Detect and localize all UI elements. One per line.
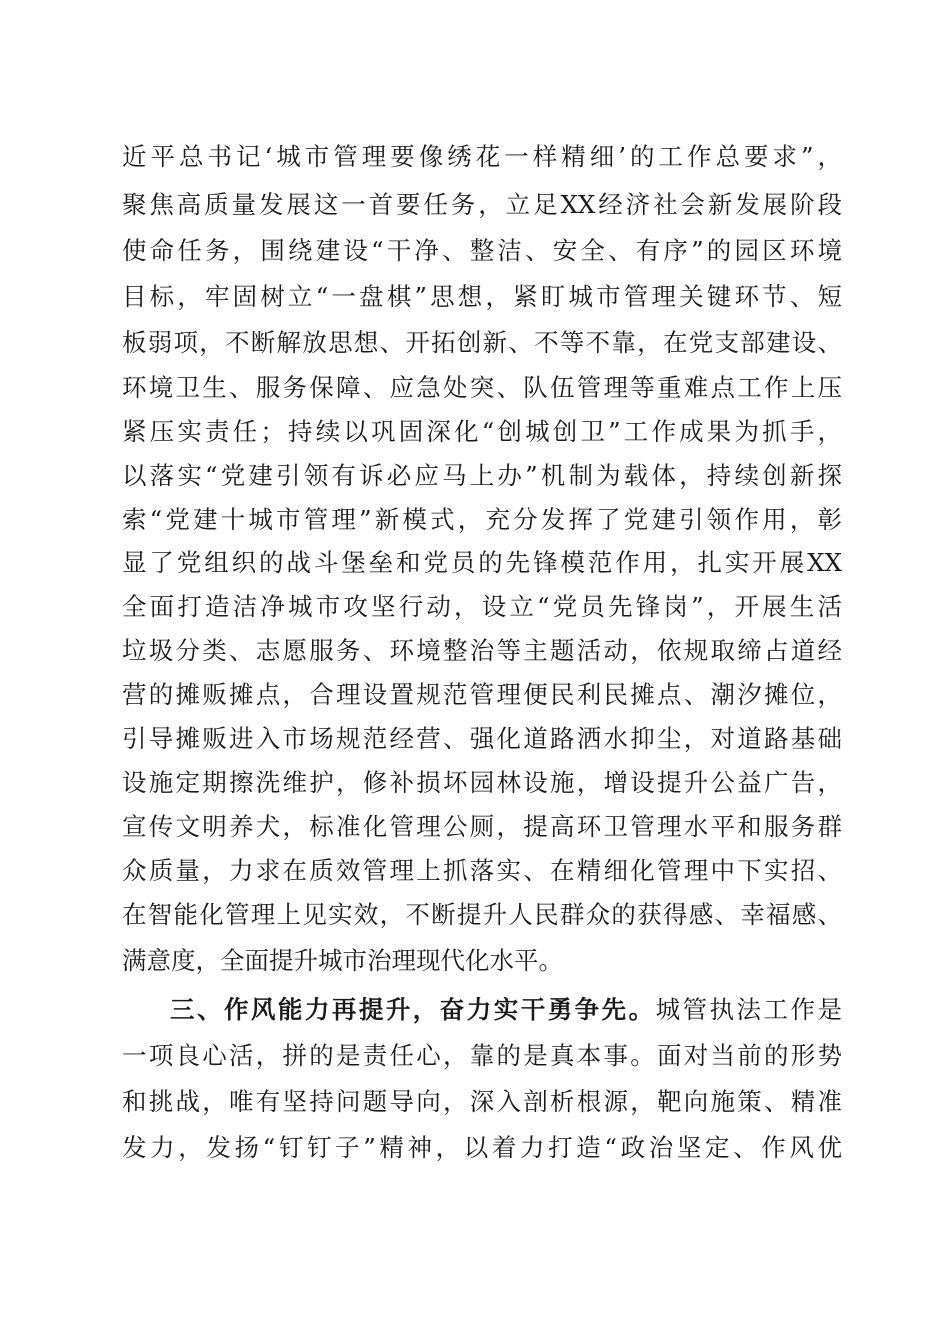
heading-line-rest: 城管执法工作是 [655, 995, 842, 1024]
text-line: 和挑战，唯有坚持问题导向，深入剖析根源，靶向施策、精准 [122, 1087, 842, 1116]
text-line: 发力，发扬“钉钉子”精神，以着力打造“政治坚定、作风优 [122, 1133, 842, 1162]
text-line: 环境卫生、服务保障、应急处突、队伍管理等重难点工作上压 [122, 373, 842, 402]
text-line: 满意度，全面提升城市治理现代化水平。 [122, 946, 563, 975]
text-line: 全面打造洁净城市攻坚行动，设立“党员先锋岗”，开展生活 [122, 592, 842, 621]
text-line: 索“党建十城市管理”新模式，充分发挥了党建引领作用，彰 [122, 505, 842, 534]
text-line: 聚焦高质量发展这一首要任务，立足XX经济社会新发展阶段 [122, 190, 842, 219]
text-line: 垃圾分类、志愿服务、环境整治等主题活动，依规取缔占道经 [122, 636, 842, 665]
text-line: 众质量，力求在质效管理上抓落实、在精细化管理中下实招、 [122, 856, 842, 885]
text-line: 宣传文明养犬，标准化管理公厕，提高环卫管理水平和服务群 [122, 812, 842, 841]
text-line: 显了党组织的战斗堡垒和党员的先锋模范作用，扎实开展XX [122, 548, 842, 577]
text-line: 目标，牢固树立“一盘棋”思想，紧盯城市管理关键环节、短 [122, 282, 842, 311]
text-line: 使命任务，围绕建设“干净、整洁、安全、有序”的园区环境 [122, 236, 842, 265]
text-line: 营的摊贩摊点，合理设置规范管理便民利民摊点、潮汐摊位， [122, 680, 842, 709]
text-line: 设施定期擦洗维护，修补损坏园林设施，增设提升公益广告， [122, 768, 842, 797]
text-line: 引导摊贩进入市场规范经营、强化道路洒水抑尘，对道路基础 [122, 724, 842, 753]
text-line: 一项良心活，拼的是责任心，靠的是真本事。面对当前的形势 [122, 1041, 842, 1070]
section-heading-line [170, 990, 842, 1030]
text-line: 近平总书记‘城市管理要像绣花一样精细’的工作总要求”， [122, 142, 842, 171]
text-line: 在智能化管理上见实效，不断提升人民群众的获得感、幸福感、 [122, 900, 842, 929]
text-line: 紧压实责任；持续以巩固深化“创城创卫”工作成果为抓手， [122, 417, 842, 446]
text-line: 板弱项，不断解放思想、开拓创新、不等不靠，在党支部建设、 [122, 328, 842, 357]
text-line: 以落实“党建引领有诉必应马上办”机制为载体，持续创新探 [122, 461, 842, 490]
section-heading: 三、作风能力再提升，奋力实干勇争先。 [170, 995, 656, 1024]
